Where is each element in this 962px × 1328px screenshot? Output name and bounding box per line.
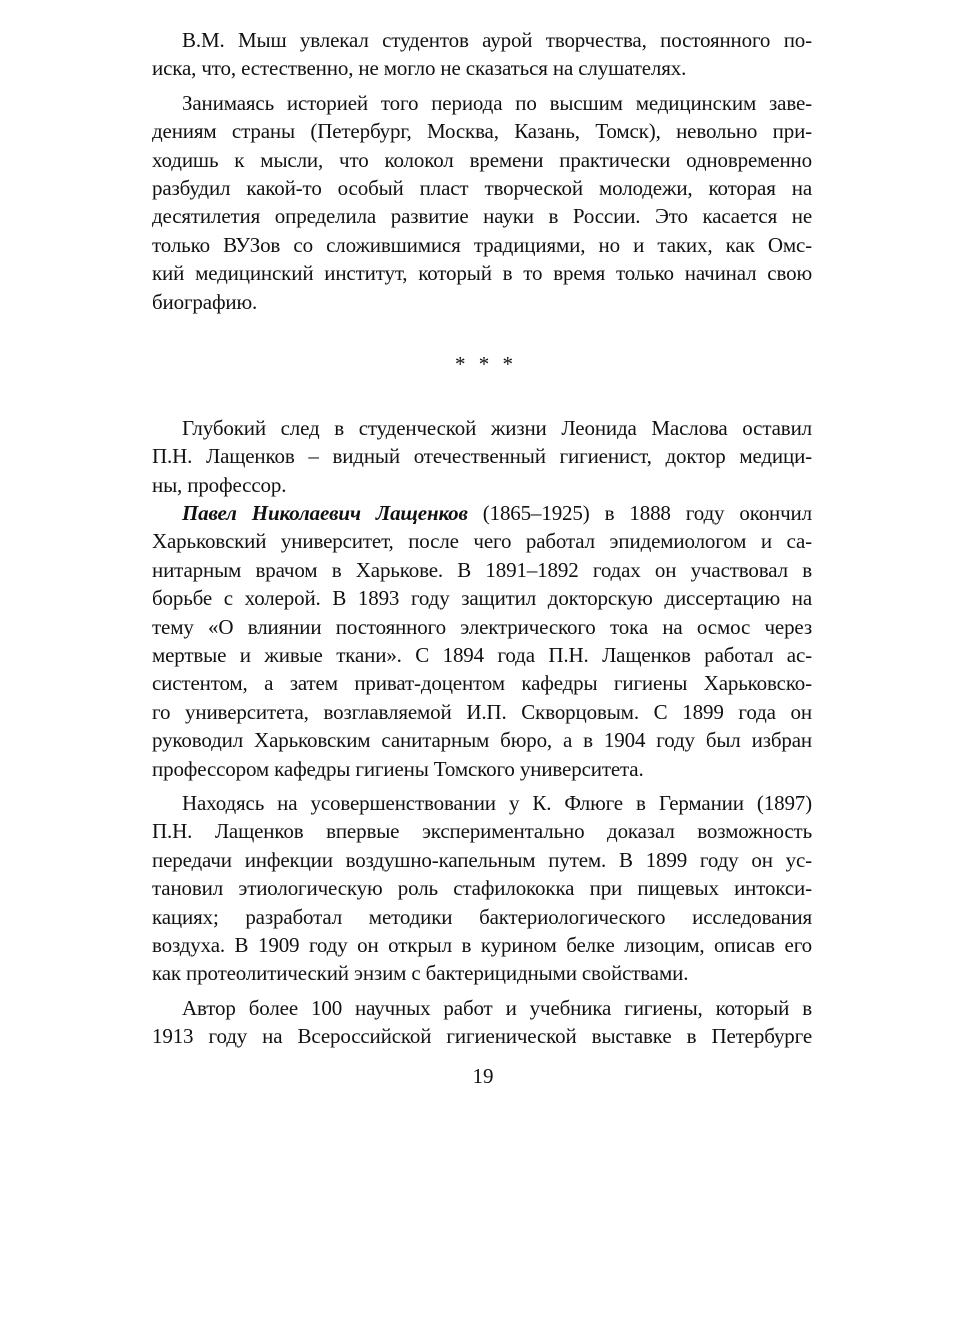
- text-line: нитарным врачом в Харькове. В 1891–1892 годах он участвовал в: [152, 557, 812, 582]
- text-line: кий медицинский институт, который в то время только начинал свою: [152, 261, 812, 286]
- paragraph-3: [152, 414, 812, 499]
- text-line: ходишь к мысли, что колокол времени практически одновременно: [152, 147, 812, 172]
- page-number: 19: [472, 1064, 494, 1088]
- paragraph-6: [152, 994, 812, 1051]
- text-line: Глубокий след в студенческой жизни Леонида Маслова оставил: [182, 415, 812, 440]
- text-line: В.М. Мыш увлекал студентов аурой творчества, постоянного по-: [182, 28, 812, 52]
- text-line: 1913 году на Всероссийской гигиенической выставке в Петербурге: [152, 1024, 812, 1049]
- text-line: воздуха. В 1909 году он открыл в курином белке лизоцим, описав его: [152, 932, 812, 957]
- text-line: тему «О влиянии постоянного электрического тока на осмос через: [152, 614, 812, 639]
- text-line: разбудил какой-то особый пласт творческой молодежи, которая на: [152, 175, 812, 200]
- text-line: только ВУЗов со сложившимися традициями, но и таких, как Омс-: [152, 232, 812, 257]
- text-line: П.Н. Лащенков – видный отечественный гигиенист, доктор медици-: [152, 444, 812, 469]
- text-line: Находясь на усовершенствовании у К. Флюге в Германии (1897): [182, 790, 812, 815]
- section-separator: * * *: [455, 351, 517, 376]
- text-line: ны, профессор.: [152, 472, 287, 497]
- text-line: мертвые и живые ткани». С 1894 года П.Н. Лащенков работал ас-: [152, 643, 812, 668]
- person-name-emphasis: Павел Николаевич Лащенков: [182, 501, 468, 526]
- paragraph-4: [152, 499, 812, 783]
- text-line: как протеолитический энзим с бактерицидными свойствами.: [152, 961, 689, 986]
- text-line: го университета, возглавляемой И.П. Скворцовым. С 1899 года он: [152, 699, 812, 724]
- text-line: систентом, а затем приват-доцентом кафедры гигиены Харьковско-: [152, 671, 812, 696]
- paragraph-5: [152, 789, 812, 988]
- text-fragment: (1865–1925) в 1888 году окончил: [467, 501, 812, 526]
- text-line: борьбе с холерой. В 1893 году защитил докторскую диссертацию на: [152, 586, 812, 611]
- text-line: Занимаясь историей того периода по высшим медицинским заве-: [182, 90, 812, 115]
- text-line: иска, что, естественно, не могло не сказаться на слушателях.: [152, 56, 687, 81]
- page-body: [152, 26, 812, 1051]
- text-line: передачи инфекции воздушно-капельным путем. В 1899 году он ус-: [152, 847, 812, 872]
- text-line: десятилетия определила развитие науки в России. Это касается не: [152, 204, 812, 229]
- text-line: кациях; разработал методики бактериологического исследования: [152, 904, 812, 929]
- paragraph-1: [152, 26, 812, 83]
- text-line: руководил Харьковским санитарным бюро, а в 1904 году был избран: [152, 728, 812, 753]
- text-line: П.Н. Лащенков впервые экспериментально доказал возможность: [152, 819, 812, 844]
- text-line: Автор более 100 научных работ и учебника гигиены, который в: [182, 995, 812, 1020]
- text-line: [152, 499, 812, 527]
- text-line: дениям страны (Петербург, Москва, Казань, Томск), невольно при-: [152, 119, 812, 144]
- text-line: профессором кафедры гигиены Томского университета.: [152, 756, 644, 781]
- text-line: биографию.: [152, 289, 258, 314]
- paragraph-2: [152, 89, 812, 316]
- text-line: Харьковский университет, после чего работал эпидемиологом и са-: [152, 529, 812, 554]
- text-line: тановил этиологическую роль стафилококка при пищевых интокси-: [152, 876, 812, 901]
